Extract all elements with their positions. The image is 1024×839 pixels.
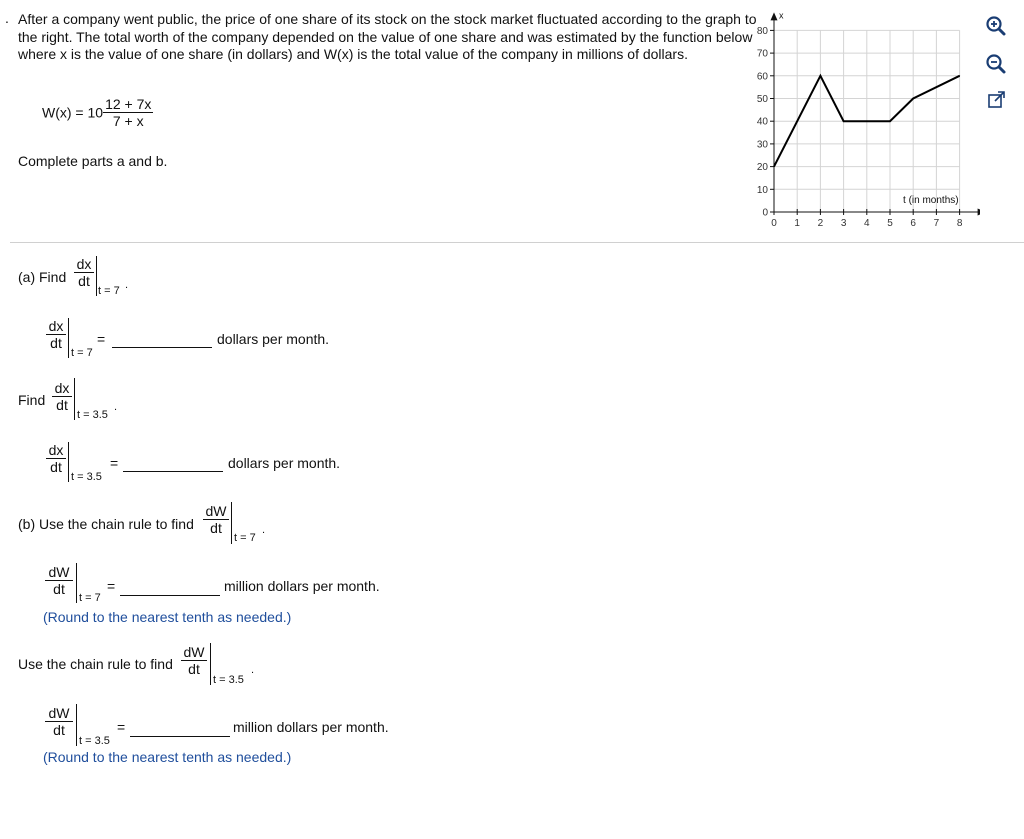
dx-numerator: dx <box>76 256 92 272</box>
period: . <box>114 401 118 413</box>
y-tick-label: 40 <box>756 116 768 128</box>
evaluation-bar <box>74 378 75 420</box>
equals-sign: = <box>117 719 126 735</box>
eval-t35: t = 3.5 <box>213 674 244 686</box>
popout-button[interactable] <box>984 88 1008 112</box>
eval-t7: t = 7 <box>98 285 120 297</box>
data-point <box>890 121 891 122</box>
answer-blank-line <box>120 595 220 596</box>
x-tick-label: 2 <box>817 218 824 229</box>
price-chart <box>740 12 980 237</box>
answer-input-dx-dt-t35[interactable] <box>123 455 223 472</box>
y-tick-label: 0 <box>762 207 768 219</box>
evaluation-bar <box>76 563 77 603</box>
data-point <box>959 75 960 76</box>
part-a-prompt: (a) Find <box>18 269 67 285</box>
dx-numerator: dx <box>54 380 70 396</box>
y-tick-label: 10 <box>756 184 768 196</box>
dt-denominator: dt <box>46 458 66 475</box>
evaluation-bar <box>76 704 77 746</box>
answer-blank-line <box>112 347 212 348</box>
x-tick-label: 4 <box>864 218 870 229</box>
dW-numerator: dW <box>48 705 70 721</box>
formula <box>42 96 153 129</box>
part-b-prompt: (b) Use the chain rule to find <box>18 516 194 532</box>
answer-a1-dx-dt <box>46 318 66 351</box>
equals-sign: = <box>97 331 106 347</box>
y-tick-label: 60 <box>756 71 768 83</box>
units-label: dollars per month. <box>217 331 330 347</box>
data-point <box>843 121 844 122</box>
y-axis-arrow <box>771 12 778 20</box>
x-tick-label: 3 <box>840 218 847 229</box>
eval-t7: t = 7 <box>79 592 101 604</box>
zoom-out-icon <box>984 52 1008 76</box>
eval-t35: t = 3.5 <box>77 409 108 421</box>
answer-b1-dW-dt <box>45 564 73 597</box>
answer-blank-line <box>123 471 223 472</box>
dt-denominator: dt <box>45 580 73 597</box>
dt-denominator: dt <box>181 660 207 677</box>
x-tick-label: 7 <box>933 218 940 229</box>
y-tick-label: 70 <box>756 48 768 60</box>
answer-b2-dW-dt <box>45 705 73 738</box>
equals-sign: = <box>110 455 119 471</box>
answer-input-dx-dt-t7[interactable] <box>112 331 212 348</box>
question-intro: After a company went public, the price of one share of its stock on the stock market fluctuated according to the graph to the right. The total worth of the company depended on the value of one share and was estimated by the function below where x is the value of one share (in dollars) and W(x) is the total value of the company in millions of dollars. <box>18 11 757 62</box>
y-tick-label: 50 <box>756 94 768 105</box>
evaluation-bar <box>96 256 97 296</box>
dW-numerator: dW <box>48 564 70 580</box>
eval-t7: t = 7 <box>71 347 93 359</box>
units-label: million dollars per month. <box>224 578 380 594</box>
zoom-in-button[interactable] <box>984 14 1008 38</box>
zoom-in-icon <box>984 14 1008 38</box>
formula-fraction <box>103 96 153 129</box>
x-tick-label: 8 <box>956 218 963 229</box>
period: . <box>262 524 266 536</box>
prompt2-dW-dt <box>181 644 207 677</box>
eval-t7: t = 7 <box>234 532 256 544</box>
x-axis-label: t (in months) <box>903 195 959 206</box>
dt-denominator: dt <box>52 396 72 413</box>
period: . <box>251 664 255 676</box>
period: . <box>125 279 129 291</box>
answer-input-dW-dt-t35[interactable] <box>130 719 230 736</box>
units-label: dollars per month. <box>228 455 341 471</box>
dt-denominator: dt <box>203 519 229 536</box>
eval-t35: t = 3.5 <box>71 471 102 483</box>
evaluation-bar <box>231 502 232 544</box>
data-point <box>913 98 914 99</box>
question-bullet: . <box>5 10 9 26</box>
rounding-note: (Round to the nearest tenth as needed.) <box>43 609 292 625</box>
zoom-out-button[interactable] <box>984 52 1008 76</box>
dt-denominator: dt <box>45 721 73 738</box>
y-tick-label: 80 <box>756 25 768 37</box>
x-tick-label: 6 <box>910 218 916 229</box>
data-point <box>820 75 821 76</box>
answer-blank-line <box>130 736 230 737</box>
dt-denominator: dt <box>46 334 66 351</box>
units-label: million dollars per month. <box>233 719 389 735</box>
dW-numerator: dW <box>205 503 227 519</box>
external-window-icon <box>984 88 1008 112</box>
evaluation-bar <box>68 442 69 482</box>
formula-denominator: 7 + x <box>103 112 153 129</box>
dx-numerator: dx <box>48 318 64 334</box>
x-axis-arrow <box>978 209 980 216</box>
x-tick-label: 5 <box>887 218 893 229</box>
evaluation-bar <box>210 643 211 685</box>
evaluation-bar <box>68 318 69 358</box>
part-b-dW-dt <box>203 503 229 536</box>
part-a-dx-dt <box>74 256 94 289</box>
prompt2-dx-dt <box>52 380 72 413</box>
answer-input-dW-dt-t7[interactable] <box>120 578 220 595</box>
eval-t35: t = 3.5 <box>79 735 110 747</box>
chain-rule-prompt: Use the chain rule to find <box>18 656 173 672</box>
instruction-text: Complete parts a and b. <box>18 153 168 169</box>
y-tick-label: 20 <box>756 162 768 174</box>
dt-denominator: dt <box>74 272 94 289</box>
formula-lhs: W(x) = 10 <box>42 104 104 121</box>
find-prompt: Find <box>18 392 46 408</box>
equals-sign: = <box>107 578 116 594</box>
x-tick-label: 1 <box>794 218 800 229</box>
dx-numerator: dx <box>48 442 64 458</box>
section-divider <box>10 242 1024 243</box>
rounding-note: (Round to the nearest tenth as needed.) <box>43 749 292 765</box>
dW-numerator: dW <box>183 644 205 660</box>
formula-numerator: 12 + 7x <box>105 96 152 112</box>
x-tick-label: 0 <box>771 218 777 229</box>
y-axis-label: x <box>779 12 784 21</box>
answer-a2-dx-dt <box>46 442 66 475</box>
data-point <box>774 166 775 167</box>
y-tick-label: 30 <box>756 139 768 151</box>
